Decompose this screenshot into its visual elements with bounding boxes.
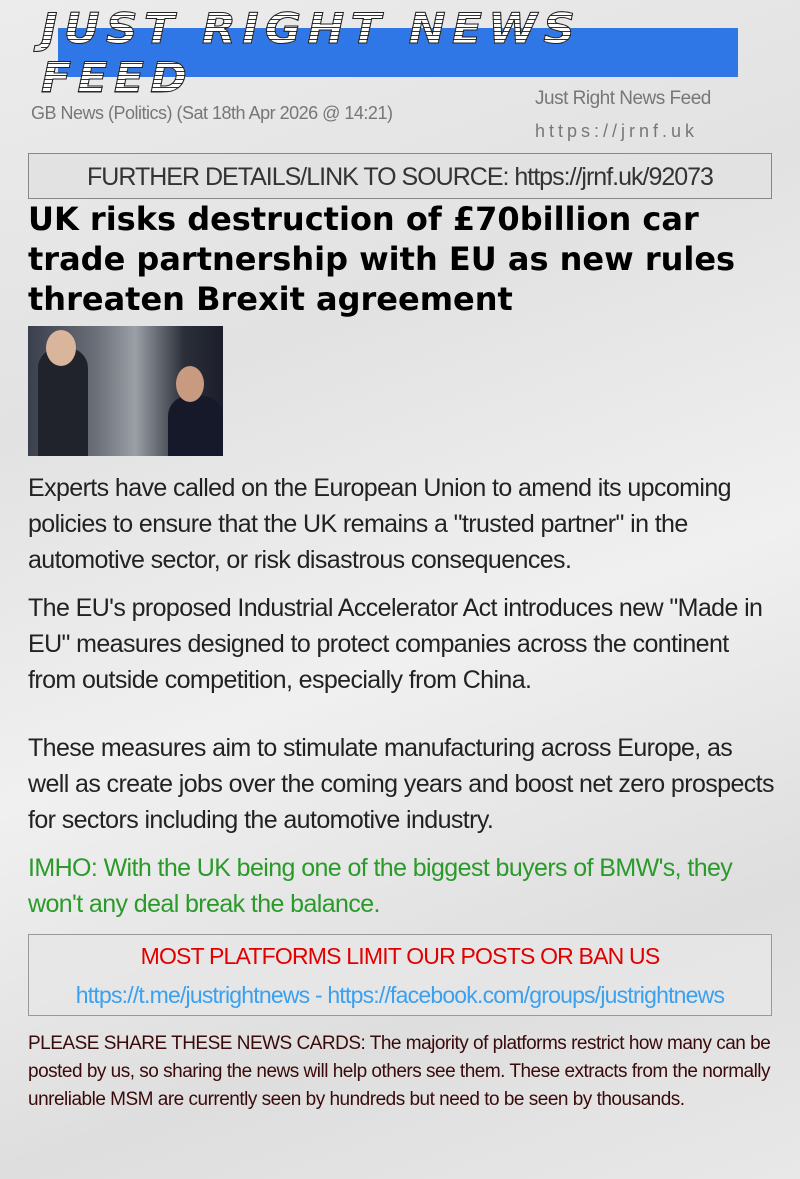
logo-text: JUST RIGHT NEWS FEED <box>41 4 755 102</box>
headline: UK risks destruction of £70billion car trade partnership with EU as new rules threaten Brexit agreement <box>28 200 736 318</box>
logo-banner <box>41 3 738 102</box>
source-link-box[interactable]: FURTHER DETAILS/LINK TO SOURCE: https://jrnf.uk/92073 <box>28 153 772 199</box>
platforms-box <box>28 934 772 1016</box>
paragraph-1: Experts have called on the European Union to amend its upcoming policies to ensure that the UK remains a "trusted partner" in the automotive sector, or risk disastrous consequences. <box>28 474 731 574</box>
imho-comment: IMHO: With the UK being one of the biggest buyers of BMW's, they won't any deal break the balance. <box>28 854 733 918</box>
paragraph-2: The EU's proposed Industrial Accelerator Act introduces new "Made in EU" measures designed to protect companies across the continent from outside competition, especially from China. <box>28 594 763 694</box>
social-links[interactable]: https://t.me/justrightnews - https://facebook.com/groups/justrightnews <box>75 982 725 1008</box>
platforms-warning: MOST PLATFORMS LIMIT OUR POSTS OR BAN US <box>140 943 660 969</box>
article-photo <box>28 326 223 456</box>
share-note: PLEASE SHARE THESE NEWS CARDS: The majority of platforms restrict how many can be posted by us, so sharing the news will help others see them. These extracts from the normally unreliable MSM are currently seen by hundreds but need to be seen by thousands. <box>28 1033 771 1110</box>
paragraph-3: These measures aim to stimulate manufacturing across Europe, as well as create jobs over the coming years and boost net zero prospects for sectors including the automotive industry. <box>28 734 774 834</box>
source-date: GB News (Politics) (Sat 18th Apr 2026 @ 14:21) <box>31 103 393 123</box>
brand-name: Just Right News Feed <box>535 88 711 109</box>
brand-url[interactable]: https://jrnf.uk <box>535 121 699 141</box>
